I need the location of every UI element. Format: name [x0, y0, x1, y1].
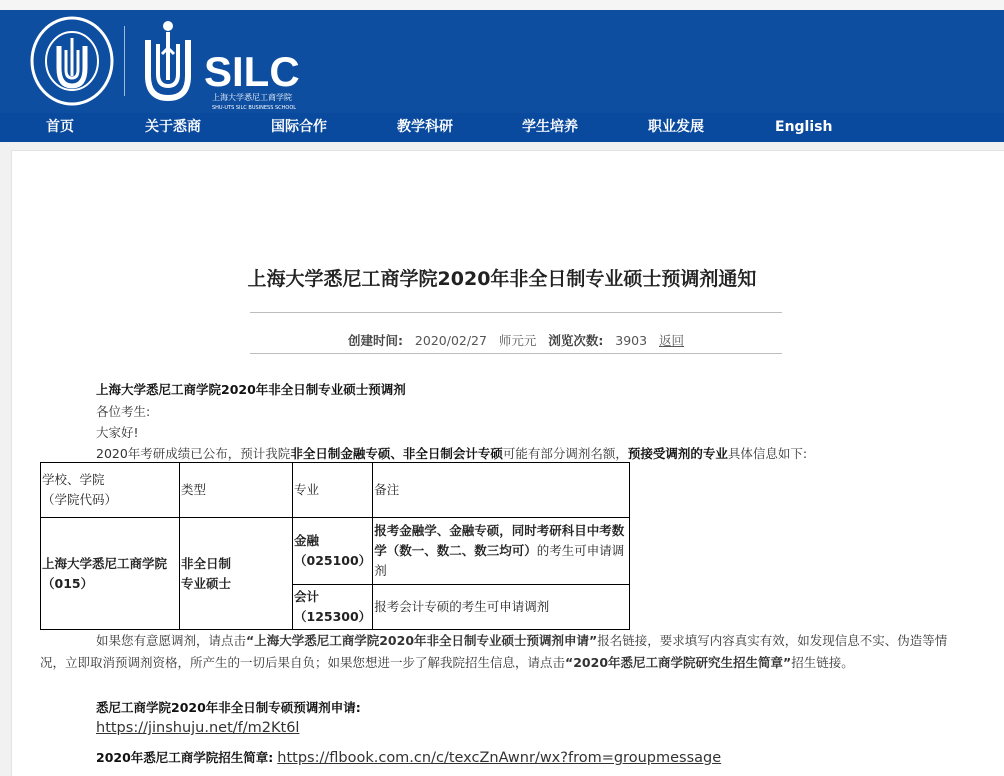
table-row [41, 518, 630, 585]
nav-student-training[interactable]: 学生培养 [522, 119, 578, 135]
meta-divider-bottom [250, 353, 782, 354]
nav-english[interactable]: English [775, 119, 833, 135]
brochure-row [96, 748, 721, 766]
intro-paragraph: 2020年考研成绩已公布，预计我院非全日制金融专硕、非全日制会计专硕可能有部分调剂名额，预接受调剂的专业具体信息如下: [96, 446, 808, 461]
shanghai-university-seal-logo[interactable] [30, 16, 114, 106]
adjustment-table [40, 462, 630, 630]
created-date: 2020/02/27 [414, 333, 487, 348]
nav-home[interactable]: 首页 [46, 119, 74, 135]
table-cell-type: 非全日制 专业硕士 [180, 518, 293, 630]
views-count: 3903 [615, 333, 648, 348]
silc-wordmark: SILC [204, 48, 300, 95]
back-link[interactable]: 返回 [658, 333, 684, 348]
main-navigation [0, 113, 1004, 142]
table-header-cell: 类型 [180, 463, 293, 518]
table-header-cell: 专业 [293, 463, 373, 518]
apply-link-row [96, 720, 299, 736]
logo-divider [124, 26, 125, 96]
table-header-cell: 备注 [373, 463, 630, 518]
table-cell-major: 会计 （125300） [293, 585, 373, 630]
brochure-label: 2020年悉尼工商学院招生简章: [96, 750, 274, 765]
views-label: 浏览次数: [548, 333, 604, 348]
table-cell-note: 报考会计专硕的考生可申请调剂 [373, 585, 630, 630]
table-cell-school: 上海大学悉尼工商学院（015） [41, 518, 180, 630]
created-label: 创建时间: [348, 333, 403, 348]
apply-link[interactable]: https://jinshuju.net/f/m2Kt6l [96, 720, 300, 736]
nav-teaching-research[interactable]: 教学科研 [397, 119, 453, 135]
brochure-link[interactable]: https://flbook.com.cn/c/texcZnAwnr/wx?from=groupmessage [277, 750, 722, 766]
apply-label: 悉尼工商学院2020年非全日制专硕预调剂申请: [96, 700, 361, 715]
browser-top-strip [0, 0, 1004, 10]
table-header-row [41, 463, 630, 518]
table-cell-major: 金融 （025100） [293, 518, 373, 585]
nav-career[interactable]: 职业发展 [648, 119, 704, 135]
article-meta [250, 331, 782, 349]
site-banner [0, 10, 1004, 113]
application-paragraph: 如果您有意愿调剂，请点击“上海大学悉尼工商学院2020年非全日制专业硕士预调剂申请”报名链接，要求填写内容真实有效，如发现信息不实、伪造等情况，立即取消预调剂资格，所产生的一切后果自负；如果您想进一步了解我院招生信息，请点击“2020年悉尼工商学院研究生招生简章”招生链接。 [40, 633, 948, 670]
author: 师元元 [498, 333, 537, 348]
silc-logo[interactable] [140, 14, 320, 112]
greeting-2: 大家好! [96, 425, 139, 440]
nav-about[interactable]: 关于悉商 [145, 119, 201, 135]
silc-school-cn: 上海大学悉尼工商学院 [212, 93, 292, 102]
table-header-cell: 学校、学院 （学院代码） [41, 463, 180, 518]
table-cell-note: 报考金融学、金融专硕，同时考研科目中考数学（数一、数二、数三均可）的考生可申请调剂 [373, 518, 630, 585]
article-heading: 上海大学悉尼工商学院2020年非全日制专业硕士预调剂 [96, 382, 406, 397]
nav-international[interactable]: 国际合作 [271, 119, 327, 135]
title-divider-top [250, 312, 782, 313]
silc-school-en: SHU-UTS SILC BUSINESS SCHOOL [212, 105, 297, 111]
greeting-1: 各位考生: [96, 404, 151, 419]
article-title: 上海大学悉尼工商学院2020年非全日制专业硕士预调剂通知 [247, 268, 757, 290]
